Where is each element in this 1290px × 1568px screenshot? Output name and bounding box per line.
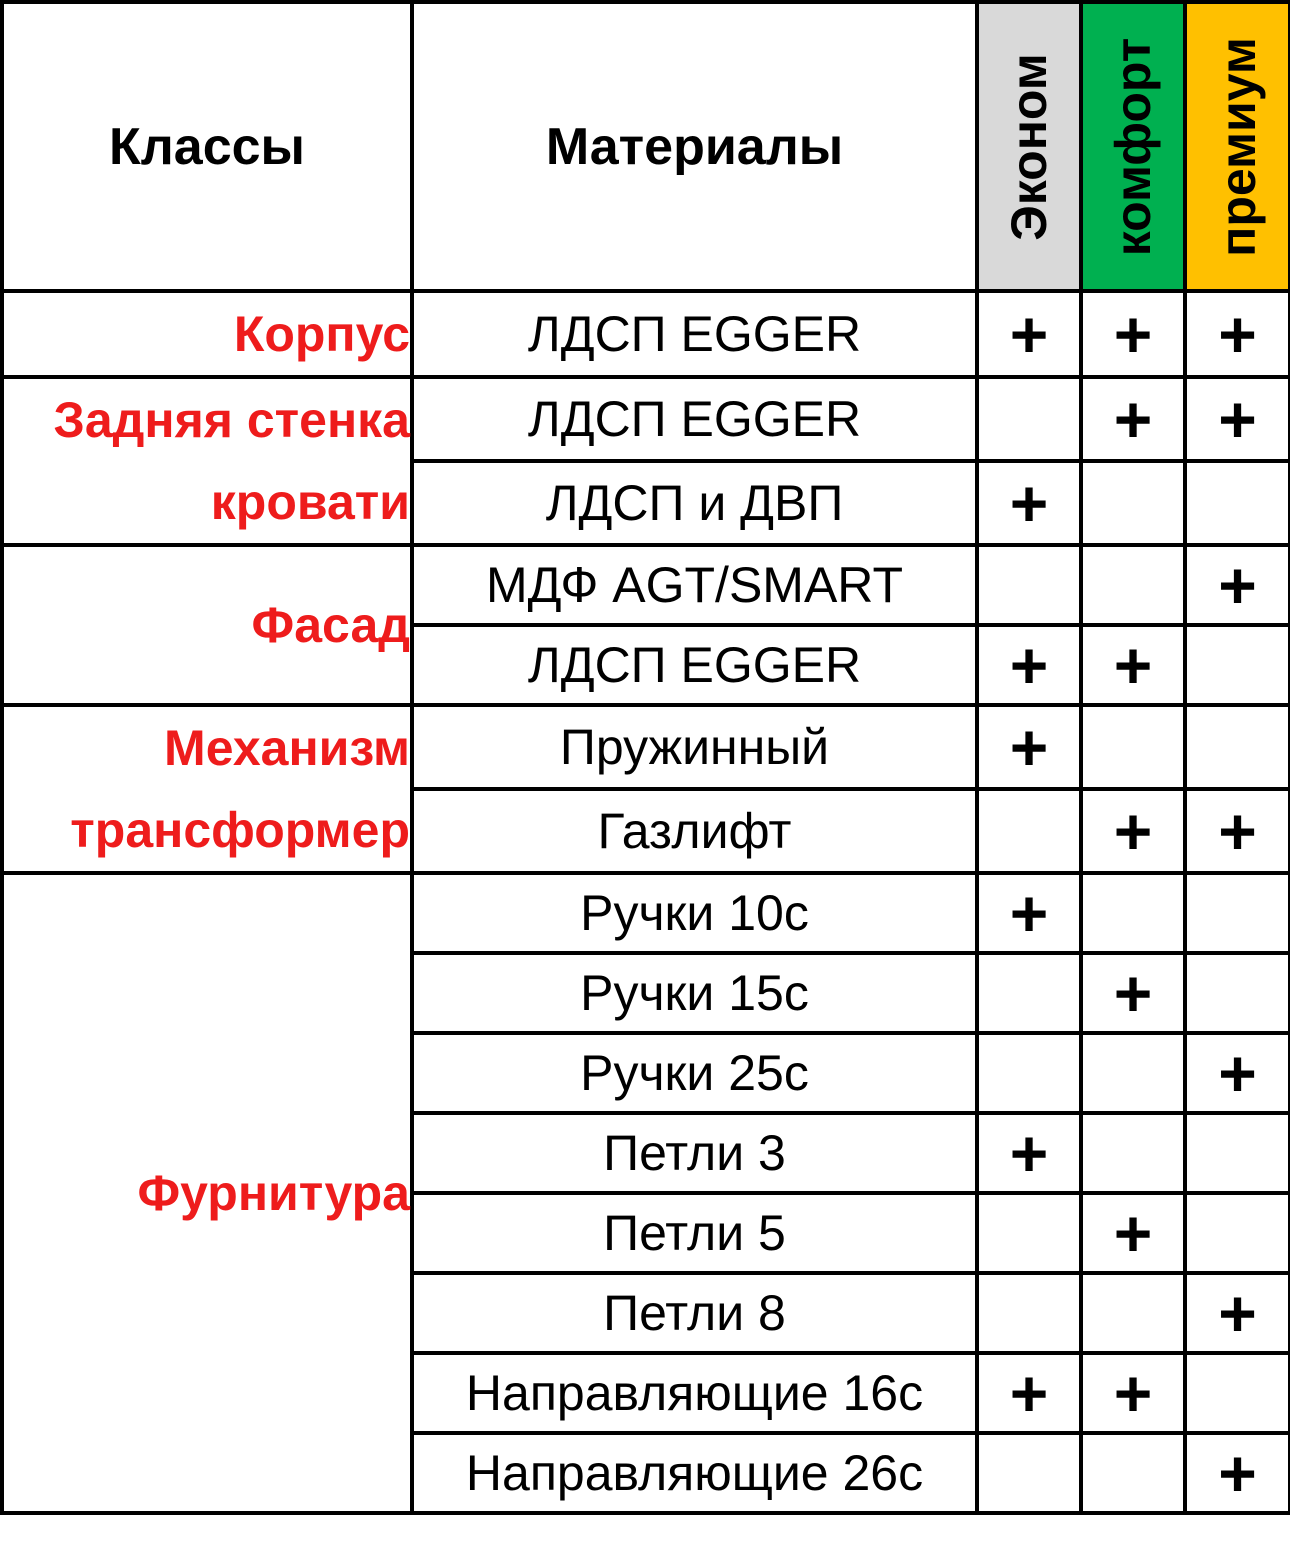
header-materials: Материалы bbox=[412, 2, 977, 291]
mark-cell-econom bbox=[977, 545, 1081, 625]
mark-cell-comfort bbox=[1081, 873, 1185, 953]
material-cell: Пружинный bbox=[412, 705, 977, 789]
material-cell: Петли 5 bbox=[412, 1193, 977, 1273]
mark-cell-comfort: + bbox=[1081, 1353, 1185, 1433]
mark-cell-comfort: + bbox=[1081, 1193, 1185, 1273]
class-label: Механизм трансформер bbox=[2, 705, 412, 873]
mark-cell-comfort bbox=[1081, 461, 1185, 545]
header-tier-premium bbox=[1185, 2, 1290, 291]
material-cell: Ручки 15с bbox=[412, 953, 977, 1033]
mark-cell-comfort bbox=[1081, 1273, 1185, 1353]
mark-cell-econom bbox=[977, 1033, 1081, 1113]
mark-cell-comfort: + bbox=[1081, 953, 1185, 1033]
mark-cell-econom bbox=[977, 1433, 1081, 1513]
mark-cell-econom bbox=[977, 1273, 1081, 1353]
table-row bbox=[2, 291, 1290, 377]
mark-cell-comfort: + bbox=[1081, 291, 1185, 377]
tier-label-premium: премиум bbox=[1209, 36, 1266, 257]
class-label: Фасад bbox=[2, 545, 412, 705]
mark-cell-comfort bbox=[1081, 705, 1185, 789]
table-body bbox=[2, 291, 1290, 1513]
material-cell: Газлифт bbox=[412, 789, 977, 873]
class-label: Корпус bbox=[2, 291, 412, 377]
mark-cell-econom bbox=[977, 1193, 1081, 1273]
material-cell: Петли 8 bbox=[412, 1273, 977, 1353]
mark-cell-econom: + bbox=[977, 873, 1081, 953]
mark-cell-econom bbox=[977, 953, 1081, 1033]
table-row bbox=[2, 873, 1290, 953]
mark-cell-comfort bbox=[1081, 1033, 1185, 1113]
material-cell: Направляющие 16с bbox=[412, 1353, 977, 1433]
header-classes: Классы bbox=[2, 2, 412, 291]
mark-cell-premium: + bbox=[1185, 1273, 1290, 1353]
header-tier-comfort bbox=[1081, 2, 1185, 291]
mark-cell-premium: + bbox=[1185, 1033, 1290, 1113]
mark-cell-premium bbox=[1185, 1353, 1290, 1433]
mark-cell-comfort bbox=[1081, 1433, 1185, 1513]
mark-cell-econom: + bbox=[977, 1353, 1081, 1433]
mark-cell-econom bbox=[977, 789, 1081, 873]
mark-cell-premium: + bbox=[1185, 545, 1290, 625]
class-label: Задняя стенка кровати bbox=[2, 377, 412, 545]
mark-cell-premium bbox=[1185, 1113, 1290, 1193]
material-cell: Ручки 10с bbox=[412, 873, 977, 953]
tier-label-comfort: комфорт bbox=[1105, 37, 1161, 256]
mark-cell-comfort: + bbox=[1081, 377, 1185, 461]
material-cell: Ручки 25с bbox=[412, 1033, 977, 1113]
material-cell: Петли 3 bbox=[412, 1113, 977, 1193]
tier-label-econom: Эконом bbox=[1001, 52, 1057, 241]
mark-cell-premium bbox=[1185, 1193, 1290, 1273]
mark-cell-premium bbox=[1185, 953, 1290, 1033]
table-row bbox=[2, 377, 1290, 461]
mark-cell-econom: + bbox=[977, 705, 1081, 789]
mark-cell-premium: + bbox=[1185, 377, 1290, 461]
mark-cell-econom: + bbox=[977, 461, 1081, 545]
mark-cell-comfort bbox=[1081, 1113, 1185, 1193]
material-cell: ЛДСП EGGER bbox=[412, 291, 977, 377]
material-cell: ЛДСП EGGER bbox=[412, 377, 977, 461]
mark-cell-comfort: + bbox=[1081, 789, 1185, 873]
mark-cell-comfort bbox=[1081, 545, 1185, 625]
table-row bbox=[2, 545, 1290, 625]
class-label: Фурнитура bbox=[2, 873, 412, 1513]
mark-cell-econom: + bbox=[977, 625, 1081, 705]
mark-cell-econom bbox=[977, 377, 1081, 461]
header-tier-econom bbox=[977, 2, 1081, 291]
material-cell: Направляющие 26с bbox=[412, 1433, 977, 1513]
material-cell: МДФ AGT/SMART bbox=[412, 545, 977, 625]
mark-cell-premium bbox=[1185, 705, 1290, 789]
mark-cell-premium: + bbox=[1185, 1433, 1290, 1513]
mark-cell-comfort: + bbox=[1081, 625, 1185, 705]
mark-cell-premium bbox=[1185, 625, 1290, 705]
header-row bbox=[2, 2, 1290, 291]
mark-cell-premium bbox=[1185, 873, 1290, 953]
table-row bbox=[2, 705, 1290, 789]
mark-cell-premium: + bbox=[1185, 789, 1290, 873]
mark-cell-econom: + bbox=[977, 1113, 1081, 1193]
mark-cell-premium: + bbox=[1185, 291, 1290, 377]
material-cell: ЛДСП и ДВП bbox=[412, 461, 977, 545]
material-cell: ЛДСП EGGER bbox=[412, 625, 977, 705]
mark-cell-premium bbox=[1185, 461, 1290, 545]
mark-cell-econom: + bbox=[977, 291, 1081, 377]
